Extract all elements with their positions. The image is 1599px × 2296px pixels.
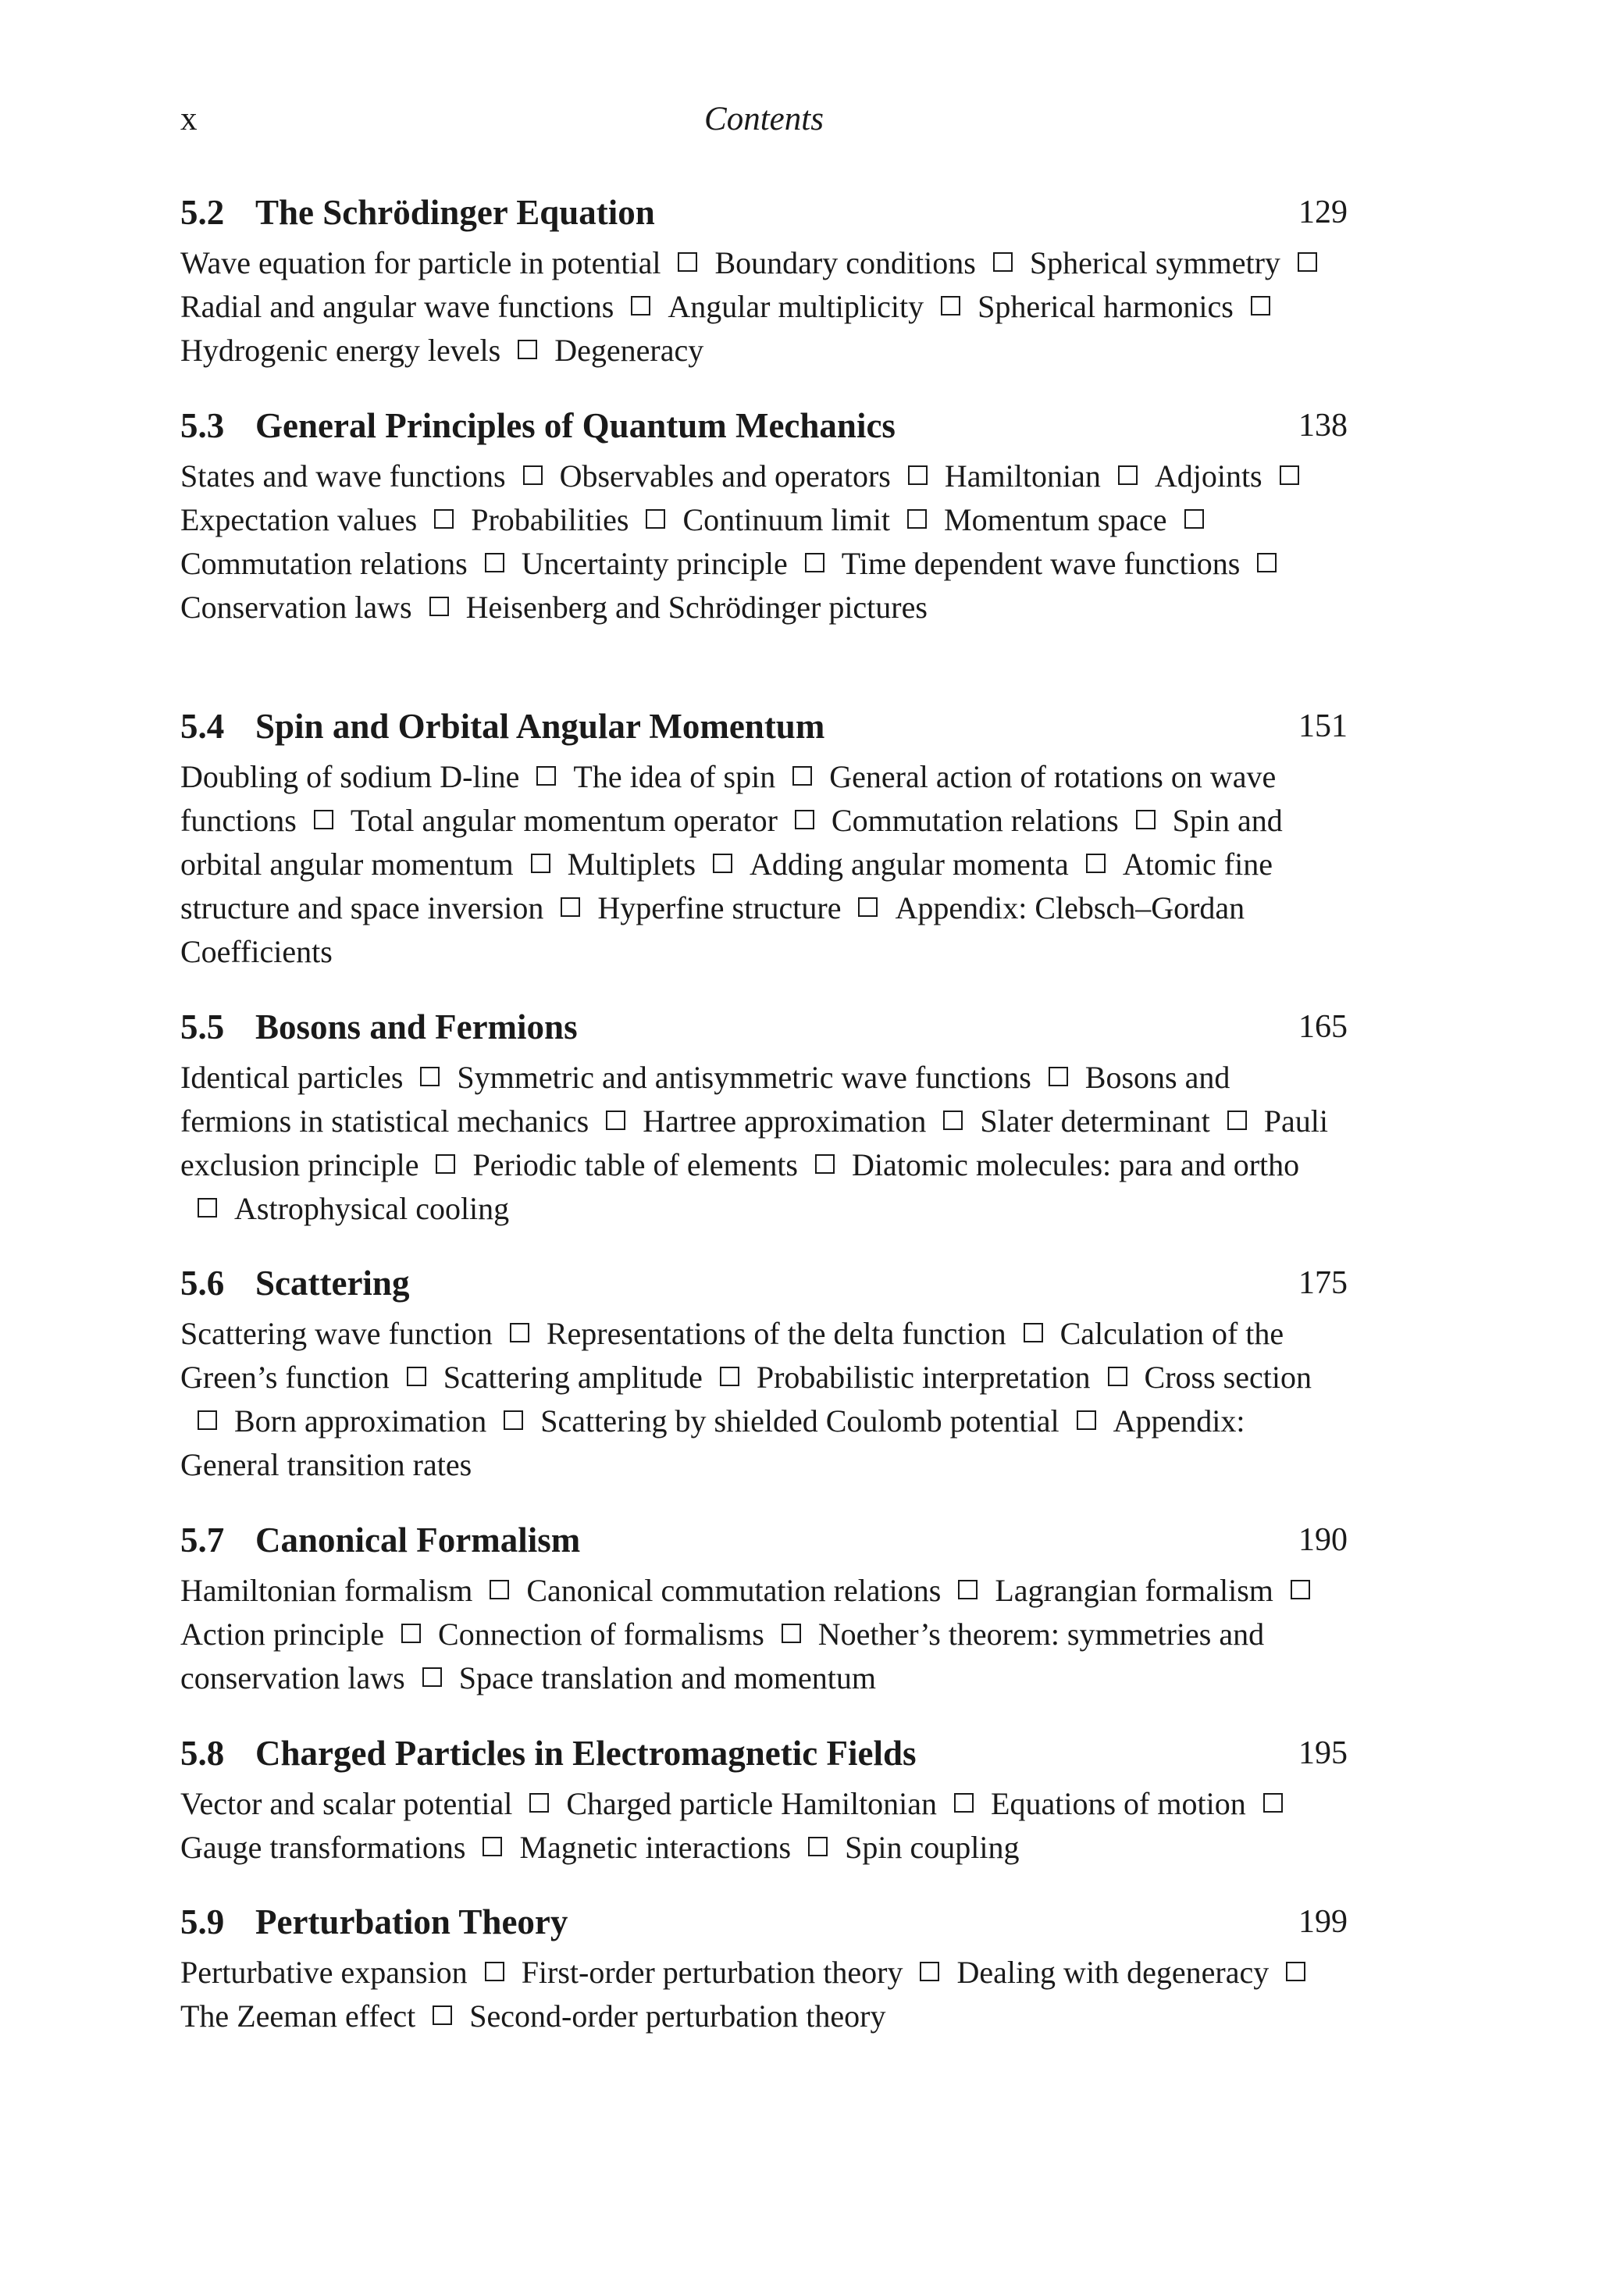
- topic-item: Heisenberg and Schrödinger pictures: [465, 590, 928, 625]
- topic-item: Momentum space: [944, 502, 1167, 537]
- toc-page: [180, 0, 1348, 2296]
- section-number: 5.7: [180, 1521, 225, 1560]
- topic-item: Probabilistic interpretation: [756, 1360, 1091, 1395]
- section-heading[interactable]: [180, 1517, 1348, 1563]
- topic-separator-box: [422, 1667, 442, 1687]
- section-page-number: 129: [1298, 194, 1348, 230]
- topic-separator-box: [954, 1793, 974, 1813]
- topic-separator-box: [523, 465, 543, 485]
- topic-separator-box: [490, 1580, 509, 1599]
- topic-separator-box: [483, 1837, 502, 1856]
- topic-list: [180, 1312, 1348, 1487]
- topic-item: States and wave functions: [180, 458, 506, 494]
- topic-separator-box: [993, 252, 1013, 272]
- running-head: [180, 100, 1348, 147]
- topic-item: Hamiltonian formalism: [180, 1573, 473, 1608]
- topic-item: Spherical symmetry: [1029, 245, 1280, 280]
- topic-list: [180, 1951, 1348, 2038]
- topic-item: Hyperfine structure: [597, 890, 842, 925]
- topic-item: Perturbative expansion: [180, 1955, 468, 1990]
- topic-item: Scattering wave function: [180, 1316, 493, 1351]
- section-page-number: 195: [1298, 1735, 1348, 1771]
- topic-separator-box: [420, 1067, 440, 1086]
- topic-list: [180, 1569, 1348, 1700]
- toc-section: [180, 704, 1348, 974]
- topic-item: Boundary conditions: [714, 245, 976, 280]
- topic-item: Action principle: [180, 1617, 385, 1652]
- topic-item: Dealing with degeneracy: [956, 1955, 1270, 1990]
- topic-item: Hartree approximation: [643, 1103, 927, 1139]
- topic-separator-box: [1286, 1962, 1305, 1981]
- topic-item: Diatomic molecules: para and ortho: [852, 1147, 1300, 1182]
- topic-item: Spin and orbital angular momentum: [180, 803, 1283, 882]
- topic-separator-box: [433, 2005, 452, 2025]
- page-folio: x: [180, 101, 198, 137]
- topic-item: Space translation and momentum: [458, 1660, 877, 1695]
- topic-separator-box: [678, 252, 697, 272]
- topic-separator-box: [1136, 810, 1156, 829]
- topic-item: Appendix: Clebsch–Gordan Coefficients: [180, 890, 1245, 969]
- topic-item: First-order perturbation theory: [521, 1955, 903, 1990]
- topic-item: Canonical commutation relations: [526, 1573, 942, 1608]
- topic-item: Observables and operators: [559, 458, 891, 494]
- topic-list: [180, 241, 1348, 373]
- topic-item: Commutation relations: [831, 803, 1119, 838]
- section-heading[interactable]: [180, 1004, 1348, 1050]
- topic-item: Commutation relations: [180, 546, 468, 581]
- topic-item: Charged particle Hamiltonian: [566, 1786, 938, 1821]
- topic-list: [180, 755, 1348, 974]
- topic-separator-box: [1291, 1580, 1310, 1599]
- section-number: 5.2: [180, 193, 225, 232]
- topic-separator-box: [1298, 252, 1317, 272]
- topic-item: Hamiltonian: [944, 458, 1101, 494]
- topic-item: Periodic table of elements: [472, 1147, 798, 1182]
- topic-item: Born approximation: [234, 1403, 487, 1439]
- section-number: 5.6: [180, 1264, 225, 1303]
- topic-separator-box: [434, 509, 454, 529]
- topic-separator-box: [536, 766, 556, 786]
- topic-separator-box: [941, 296, 960, 316]
- topic-item: Spherical harmonics: [978, 289, 1234, 324]
- toc-section: [180, 190, 1348, 373]
- topic-item: Radial and angular wave functions: [180, 289, 614, 324]
- topic-separator-box: [1263, 1793, 1283, 1813]
- topic-separator-box: [908, 465, 928, 485]
- topic-separator-box: [531, 854, 550, 873]
- toc-section: [180, 1517, 1348, 1700]
- topic-item: Continuum limit: [682, 502, 891, 537]
- topic-separator-box: [314, 810, 333, 829]
- topic-separator-box: [561, 897, 580, 917]
- topic-item: Adding angular momenta: [750, 847, 1069, 882]
- topic-separator-box: [858, 897, 878, 917]
- topic-separator-box: [1251, 296, 1270, 316]
- topic-separator-box: [782, 1624, 801, 1643]
- topic-separator-box: [518, 340, 537, 359]
- topic-list: [180, 1782, 1348, 1870]
- topic-item: Calculation of the Green’s function: [180, 1316, 1284, 1395]
- section-page-number: 138: [1298, 408, 1348, 444]
- topic-separator-box: [907, 509, 927, 529]
- topic-item: Total angular momentum operator: [350, 803, 778, 838]
- topic-item: Degeneracy: [554, 333, 704, 368]
- topic-separator-box: [1118, 465, 1138, 485]
- topic-separator-box: [429, 597, 449, 616]
- topic-item: Time dependent wave functions: [841, 546, 1241, 581]
- topic-separator-box: [815, 1154, 835, 1174]
- topic-separator-box: [485, 553, 504, 572]
- section-page-number: 165: [1298, 1009, 1348, 1045]
- topic-item: The Zeeman effect: [180, 1998, 416, 2034]
- section-number: 5.8: [180, 1734, 225, 1773]
- section-heading[interactable]: [180, 1899, 1348, 1945]
- topic-separator-box: [1077, 1410, 1096, 1430]
- section-title: Spin and Orbital Angular Momentum: [255, 707, 825, 746]
- topic-item: Spin coupling: [845, 1830, 1020, 1865]
- topic-separator-box: [606, 1111, 625, 1130]
- section-page-number: 151: [1298, 708, 1348, 744]
- section-number: 5.9: [180, 1902, 225, 1941]
- section-page-number: 175: [1298, 1265, 1348, 1301]
- topic-separator-box: [401, 1624, 421, 1643]
- toc-section: [180, 1731, 1348, 1870]
- topic-item: Lagrangian formalism: [995, 1573, 1273, 1608]
- topic-separator-box: [529, 1793, 549, 1813]
- topic-list: [180, 1056, 1348, 1231]
- topic-item: Scattering by shielded Coulomb potential: [540, 1403, 1059, 1439]
- topic-item: Angular multiplicity: [668, 289, 924, 324]
- toc-section: [180, 1899, 1348, 2038]
- topic-separator-box: [631, 296, 650, 316]
- topic-item: Second-order perturbation theory: [469, 1998, 886, 2034]
- topic-separator-box: [720, 1367, 739, 1386]
- topic-item: Conservation laws: [180, 590, 412, 625]
- topic-separator-box: [805, 553, 824, 572]
- topic-item: Scattering amplitude: [443, 1360, 703, 1395]
- section-title: Canonical Formalism: [255, 1521, 581, 1560]
- topic-separator-box: [792, 766, 812, 786]
- toc-section: [180, 1004, 1348, 1231]
- topic-item: Equations of motion: [991, 1786, 1246, 1821]
- topic-item: Multiplets: [567, 847, 696, 882]
- section-heading[interactable]: [180, 704, 1348, 749]
- topic-separator-box: [198, 1198, 217, 1218]
- topic-item: Representations of the delta function: [546, 1316, 1006, 1351]
- topic-item: Appendix: General transition rates: [180, 1403, 1245, 1482]
- section-title: Bosons and Fermions: [255, 1007, 578, 1046]
- topic-item: Astrophysical cooling: [234, 1191, 510, 1226]
- topic-item: Adjoints: [1154, 458, 1262, 494]
- section-number: 5.3: [180, 406, 225, 445]
- topic-item: Slater determinant: [980, 1103, 1210, 1139]
- topic-list: [180, 455, 1348, 629]
- topic-separator-box: [198, 1410, 217, 1430]
- toc-section: [180, 1260, 1348, 1487]
- topic-item: Probabilities: [471, 502, 629, 537]
- toc-section: [180, 403, 1348, 629]
- topic-item: The idea of spin: [573, 759, 776, 794]
- running-title: Contents: [704, 101, 824, 137]
- topic-separator-box: [713, 854, 732, 873]
- topic-item: Symmetric and antisymmetric wave functions: [457, 1060, 1031, 1095]
- section-heading[interactable]: [180, 190, 1348, 235]
- topic-separator-box: [1257, 553, 1277, 572]
- topic-item: Cross section: [1144, 1360, 1312, 1395]
- section-heading[interactable]: [180, 1731, 1348, 1776]
- topic-separator-box: [958, 1580, 978, 1599]
- topic-separator-box: [1108, 1367, 1127, 1386]
- topic-separator-box: [943, 1111, 963, 1130]
- topic-separator-box: [1024, 1323, 1043, 1342]
- topic-item: Uncertainty principle: [521, 546, 788, 581]
- topic-item: Magnetic interactions: [519, 1830, 792, 1865]
- topic-separator-box: [646, 509, 665, 529]
- topic-item: Doubling of sodium D-line: [180, 759, 520, 794]
- topic-item: Vector and scalar potential: [180, 1786, 513, 1821]
- section-title: Perturbation Theory: [255, 1902, 568, 1941]
- topic-item: Connection of formalisms: [438, 1617, 764, 1652]
- topic-item: Pauli exclusion principle: [180, 1103, 1328, 1182]
- topic-item: Atomic fine structure and space inversion: [180, 847, 1273, 925]
- topic-item: Gauge transformations: [180, 1830, 466, 1865]
- topic-separator-box: [1227, 1111, 1247, 1130]
- section-number: 5.4: [180, 707, 225, 746]
- topic-separator-box: [485, 1962, 504, 1981]
- section-heading[interactable]: [180, 1260, 1348, 1306]
- topic-item: Expectation values: [180, 502, 418, 537]
- topic-item: Bosons and fermions in statistical mechanics: [180, 1060, 1230, 1139]
- topic-separator-box: [1280, 465, 1299, 485]
- section-number: 5.5: [180, 1007, 225, 1046]
- section-page-number: 199: [1298, 1904, 1348, 1940]
- topic-separator-box: [920, 1962, 939, 1981]
- topic-item: General action of rotations on wave functions: [180, 759, 1277, 838]
- section-title: General Principles of Quantum Mechanics: [255, 406, 896, 445]
- topic-item: Hydrogenic energy levels: [180, 333, 501, 368]
- topic-separator-box: [436, 1154, 455, 1174]
- section-page-number: 190: [1298, 1522, 1348, 1558]
- section-title: Scattering: [255, 1264, 410, 1303]
- topic-item: Identical particles: [180, 1060, 404, 1095]
- topic-separator-box: [1086, 854, 1106, 873]
- topic-separator-box: [504, 1410, 523, 1430]
- topic-item: Noether’s theorem: symmetries and conservation laws: [180, 1617, 1265, 1695]
- topic-separator-box: [1049, 1067, 1068, 1086]
- topic-separator-box: [1184, 509, 1204, 529]
- topic-separator-box: [795, 810, 814, 829]
- topic-separator-box: [407, 1367, 426, 1386]
- section-title: Charged Particles in Electromagnetic Fields: [255, 1734, 917, 1773]
- section-heading[interactable]: [180, 403, 1348, 448]
- topic-separator-box: [510, 1323, 529, 1342]
- topic-item: Wave equation for particle in potential: [180, 245, 661, 280]
- topic-separator-box: [808, 1837, 828, 1856]
- section-title: The Schrödinger Equation: [255, 193, 655, 232]
